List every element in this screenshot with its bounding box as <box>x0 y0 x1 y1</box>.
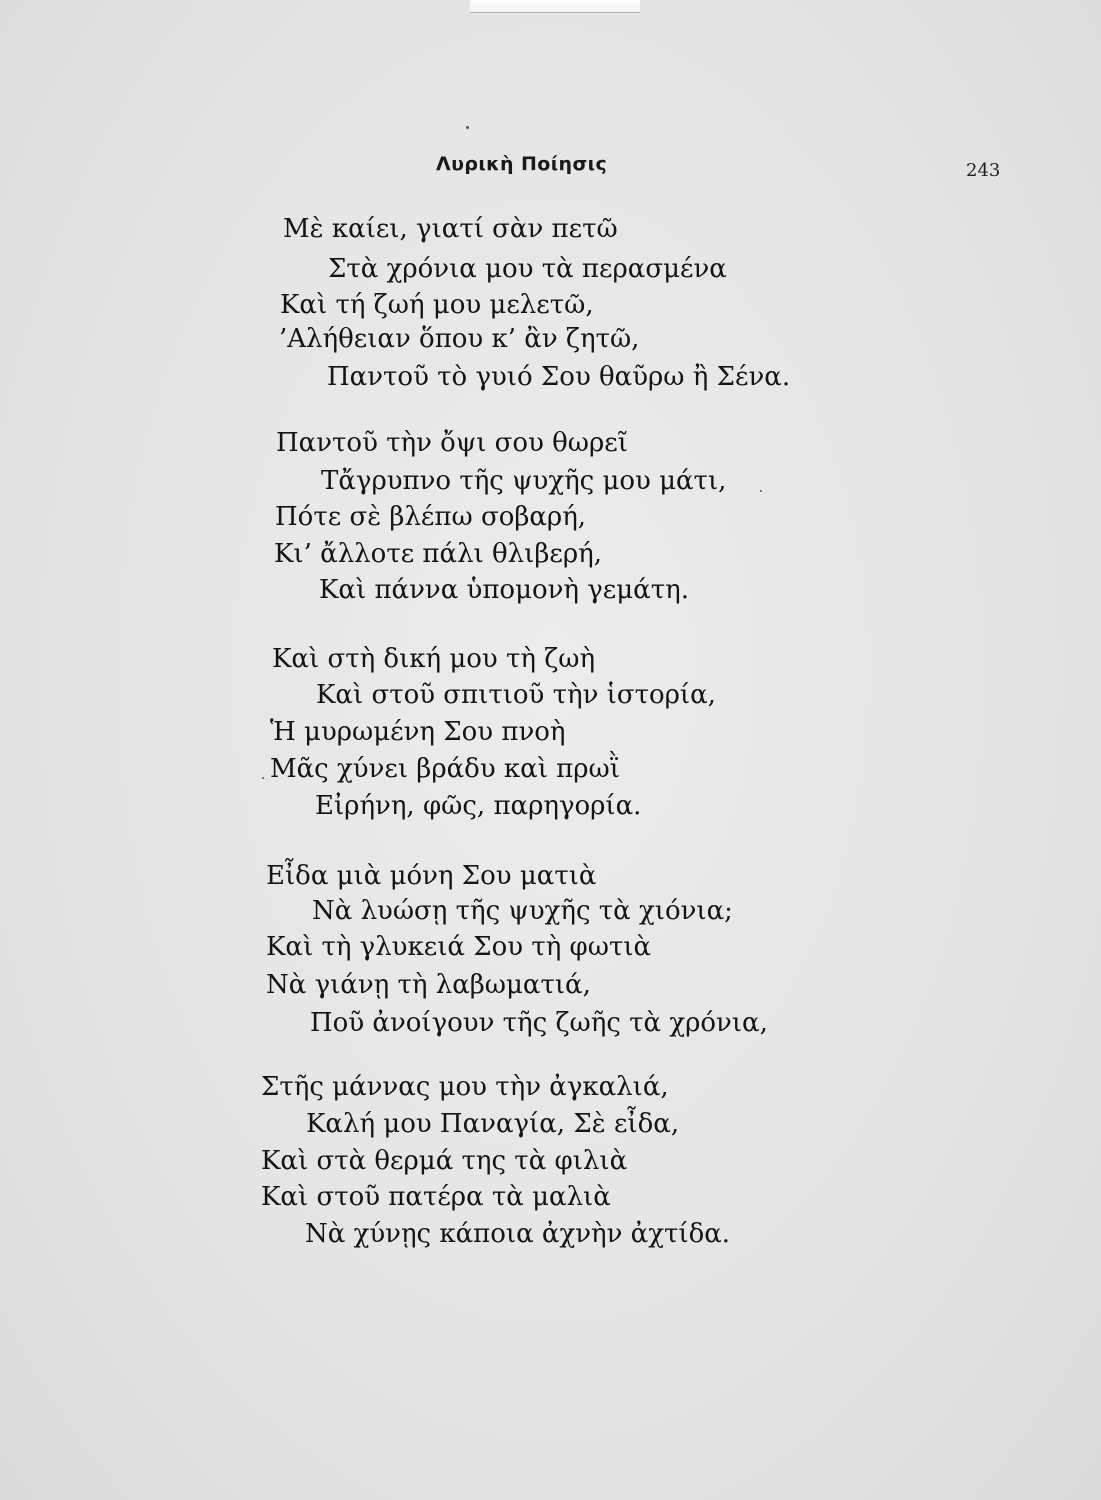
verse-line: Πότε σὲ βλέπω σοβαρή, <box>275 502 587 532</box>
verse-line: Νὰ γιάνῃ τὴ λαβωματιά, <box>266 970 591 1000</box>
verse-line: Εἰρήνη, φῶς, παρηγορία. <box>315 791 642 821</box>
verse-line: Ἡ μυρωμένη Σου πνοὴ <box>270 717 566 747</box>
verse-line: Ποῦ ἀνοίγουν τῆς ζωῆς τὰ χρόνια, <box>310 1008 768 1038</box>
verse-line: Καὶ τή ζωή μου μελετῶ, <box>280 290 594 320</box>
verse-line: Καὶ πάννα ὑπομονὴ γεμάτη. <box>319 575 689 605</box>
verse-line: Μᾶς χύνει βράδυ καὶ πρωῒ <box>270 754 620 784</box>
verse-line: Στὰ χρόνια μου τὰ περασμένα <box>328 254 727 284</box>
page-number: 243 <box>966 160 1001 181</box>
verse-line: Καὶ στοῦ σπιτιοῦ τὴν ἱστορία, <box>316 680 716 710</box>
verse-line: Νὰ λυώσῃ τῆς ψυχῆς τὰ χιόνια; <box>312 896 733 926</box>
verse-line: Εἶδα μιὰ μόνη Σου ματιὰ <box>266 861 597 891</box>
verse-line: ’Αλήθειαν ὅπου κ’ ἂν ζητῶ, <box>279 324 640 354</box>
verse-line: Μὲ καίει, γιατί σὰν πετῶ <box>283 214 618 244</box>
verse-line: Παντοῦ τὸ γυιό Σου θαῦρω ἢ Σένα. <box>327 362 791 392</box>
ink-speck <box>760 490 762 492</box>
verse-line: Κι’ ἄλλοτε πάλι θλιβερή, <box>274 539 602 569</box>
verse-line: Καλή μου Παναγία, Σὲ εἶδα, <box>306 1109 680 1139</box>
verse-line: Νὰ χύνῃς κάποια ἀχνὴν ἀχτίδα. <box>305 1219 731 1249</box>
verse-line: Καὶ στοῦ πατέρα τὰ μαλιὰ <box>261 1182 611 1212</box>
ink-speck <box>262 777 264 779</box>
verse-line: Παντοῦ τὴν ὄψι σου θωρεῖ <box>276 428 628 458</box>
torn-paper-edge <box>470 0 640 13</box>
verse-line: Τἄγρυπνο τῆς ψυχῆς μου μάτι, <box>321 466 727 496</box>
ink-speck <box>466 126 469 129</box>
verse-line: Καὶ τὴ γλυκειά Σου τὴ φωτιὰ <box>266 932 652 962</box>
running-head: Λυρικὴ Ποίησις <box>436 153 608 175</box>
verse-line: Στῆς μάννας μου τὴν ἀγκαλιά, <box>261 1072 669 1102</box>
verse-line: Καὶ στὰ θερμά της τὰ φιλιὰ <box>261 1146 628 1176</box>
verse-line: Καὶ στὴ δική μου τὴ ζωὴ <box>272 644 596 674</box>
